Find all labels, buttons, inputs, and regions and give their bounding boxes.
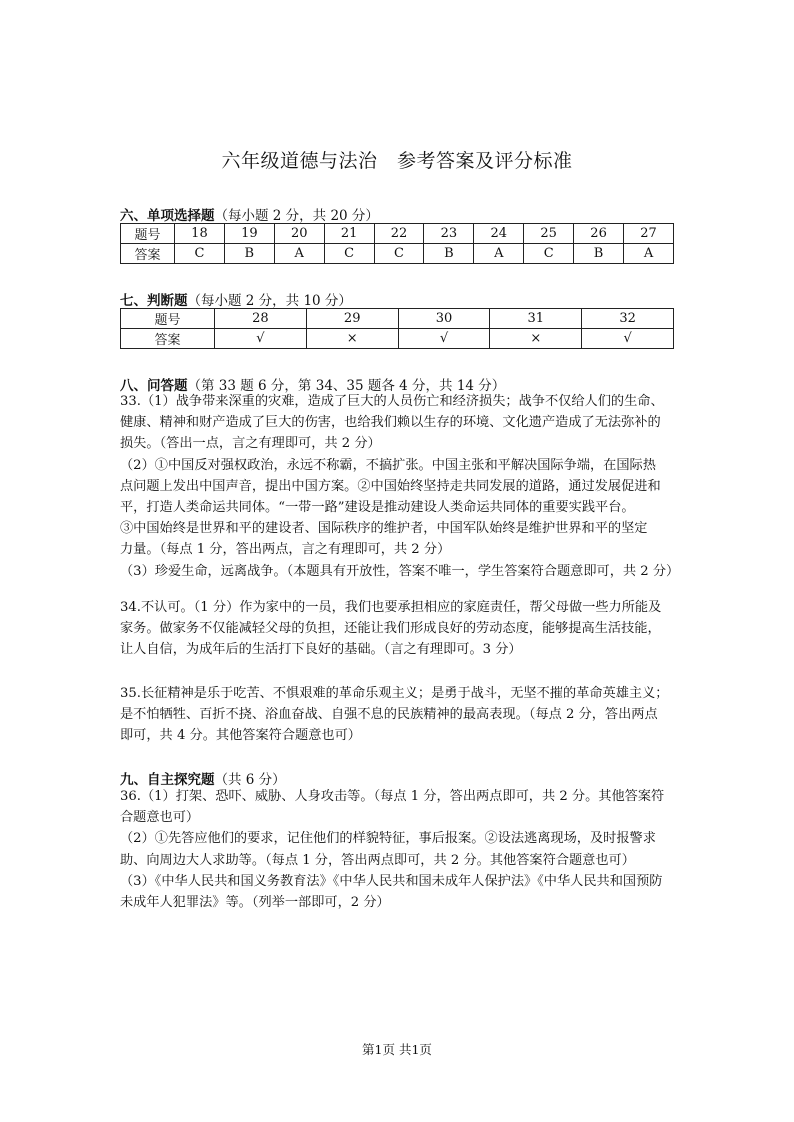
question-number-cell: 24 <box>474 224 524 244</box>
answer-line: 33.（1）战争带来深重的灾难，造成了巨大的人员伤亡和经济损失；战争不仅给人们的生命、 <box>120 394 664 409</box>
question-number-cell: 25 <box>524 224 574 244</box>
question-35-answer <box>120 683 676 747</box>
table-row-numbers <box>121 309 674 329</box>
question-36-answer <box>120 786 676 913</box>
answer-line: 即可，共 4 分。其他答案符合题意也可） <box>120 728 361 744</box>
section-7-heading <box>120 289 352 309</box>
answer-line: （3）珍爱生命，远离战争。（本题具有开放性，答案不唯一，学生答案符合题意即可，共 2 分） <box>120 563 680 579</box>
question-number-cell: 23 <box>424 224 474 244</box>
section-8-title: 八、问答题 <box>120 378 188 394</box>
answer-cell: C <box>175 244 225 264</box>
question-number-cell: 27 <box>624 224 674 244</box>
answer-cell: × <box>490 329 582 349</box>
section-6-title: 六、单项选择题 <box>120 208 215 224</box>
question-34-answer <box>120 597 676 661</box>
answer-line: 34.不认可。（1 分）作为家中的一员，我们也要承担相应的家庭责任，帮父母做一些力所能及 <box>120 600 662 615</box>
answer-cell: A <box>624 244 674 264</box>
answer-line: 力量。（每点 1 分，答出两点，言之有理即可，共 2 分） <box>120 542 451 558</box>
answer-line: ③中国始终是世界和平的建设者、国际秩序的维护者，中国军队始终是维护世界和平的坚定 <box>120 521 648 537</box>
section-9-title: 九、自主探究题 <box>120 772 215 788</box>
question-number-cell: 31 <box>490 309 582 329</box>
answer-line: 助、向周边大人求助等。（每点 1 分，答出两点即可，共 2 分。其他答案符合题意也可） <box>120 852 635 868</box>
answer-cell: B <box>424 244 474 264</box>
answer-line: 健康、精神和财产造成了巨大的伤害，也给我们赖以生存的环境、文化遗产造成了无法弥补的 <box>120 415 661 431</box>
answer-line: 点问题上发出中国声音，提出中国方案。②中国始终坚持走共同发展的道路，通过发展促进和 <box>120 478 661 494</box>
answer-line: 让人自信，为成年后的生活打下良好的基础。（言之有理即可。3 分） <box>120 642 522 658</box>
question-number-cell: 22 <box>374 224 424 244</box>
answer-line: 35.长征精神是乐于吃苦、不惧艰难的革命乐观主义；是勇于战斗，无坚不摧的革命英雄主义； <box>120 686 669 701</box>
answer-cell: × <box>306 329 398 349</box>
answer-line: 平，打造人类命运共同体。“一带一路”建设是推动建设人类命运共同体的重要实践平台。 <box>120 500 635 516</box>
judgment-answer-table <box>120 308 674 349</box>
question-number-cell: 32 <box>582 309 674 329</box>
section-8-note: （第 33 题 6 分，第 34、35 题各 4 分，共 14 分） <box>187 378 506 394</box>
question-number-cell: 20 <box>274 224 324 244</box>
question-number-cell: 29 <box>306 309 398 329</box>
row-label-number: 题号 <box>121 224 175 244</box>
table-row-answers <box>121 329 674 349</box>
answer-cell: √ <box>398 329 490 349</box>
section-6-heading <box>120 204 379 224</box>
answer-line: （2）①中国反对强权政治，永远不称霸，不搞扩张。中国主张和平解决国际争端，在国际热 <box>120 457 656 473</box>
table-row-numbers <box>121 224 674 244</box>
answer-cell: C <box>524 244 574 264</box>
row-label-answer: 答案 <box>121 329 215 349</box>
answer-line: （3）《中华人民共和国义务教育法》《中华人民共和国未成年人保护法》《中华人民共和国预防 <box>120 873 663 889</box>
answer-cell: C <box>374 244 424 264</box>
section-9-heading <box>120 768 286 788</box>
section-7-title: 七、判断题 <box>120 293 188 309</box>
answer-cell: B <box>224 244 274 264</box>
answer-cell: √ <box>215 329 307 349</box>
row-label-number: 题号 <box>121 309 215 329</box>
section-6-note: （每小题 2 分，共 20 分） <box>214 208 379 224</box>
answer-cell: √ <box>582 329 674 349</box>
table-row-answers <box>121 244 674 264</box>
answer-line: （2）①先答应他们的要求，记住他们的样貌特征，事后报案。②设法逃离现场，及时报警求 <box>120 831 656 847</box>
answer-line: 损失。（答出一点，言之有理即可，共 2 分） <box>120 436 381 452</box>
answer-line: 家务。做家务不仅能减轻父母的负担，还能让我们形成良好的劳动态度，能够提高生活技能， <box>120 621 661 637</box>
question-number-cell: 19 <box>224 224 274 244</box>
answer-cell: B <box>574 244 624 264</box>
answer-line: 是不怕牺牲、百折不挠、浴血奋战、自强不息的民族精神的最高表现。（每点 2 分，答出两点 <box>120 707 658 723</box>
section-7-note: （每小题 2 分，共 10 分） <box>187 293 352 309</box>
page-footer: 第1页 共1页 <box>362 1042 432 1057</box>
section-9-note: （共 6 分） <box>214 772 286 788</box>
question-number-cell: 21 <box>324 224 374 244</box>
answer-line: 36.（1）打架、恐吓、威胁、人身攻击等。（每点 1 分，答出两点即可，共 2 分。其他答案符 <box>120 789 665 804</box>
answer-cell: A <box>274 244 324 264</box>
answer-line: 未成年人犯罪法》等。（列举一部即可，2 分） <box>120 895 390 911</box>
question-number-cell: 28 <box>215 309 307 329</box>
question-number-cell: 26 <box>574 224 624 244</box>
question-33-answer <box>120 391 680 582</box>
row-label-answer: 答案 <box>121 244 175 264</box>
question-number-cell: 30 <box>398 309 490 329</box>
answer-cell: C <box>324 244 374 264</box>
answer-cell: A <box>474 244 524 264</box>
choice-answer-table <box>120 223 674 264</box>
page-title: 六年级道德与法治 参考答案及评分标准 <box>221 150 573 172</box>
answer-line: 合题意也可） <box>120 810 200 826</box>
question-number-cell: 18 <box>175 224 225 244</box>
